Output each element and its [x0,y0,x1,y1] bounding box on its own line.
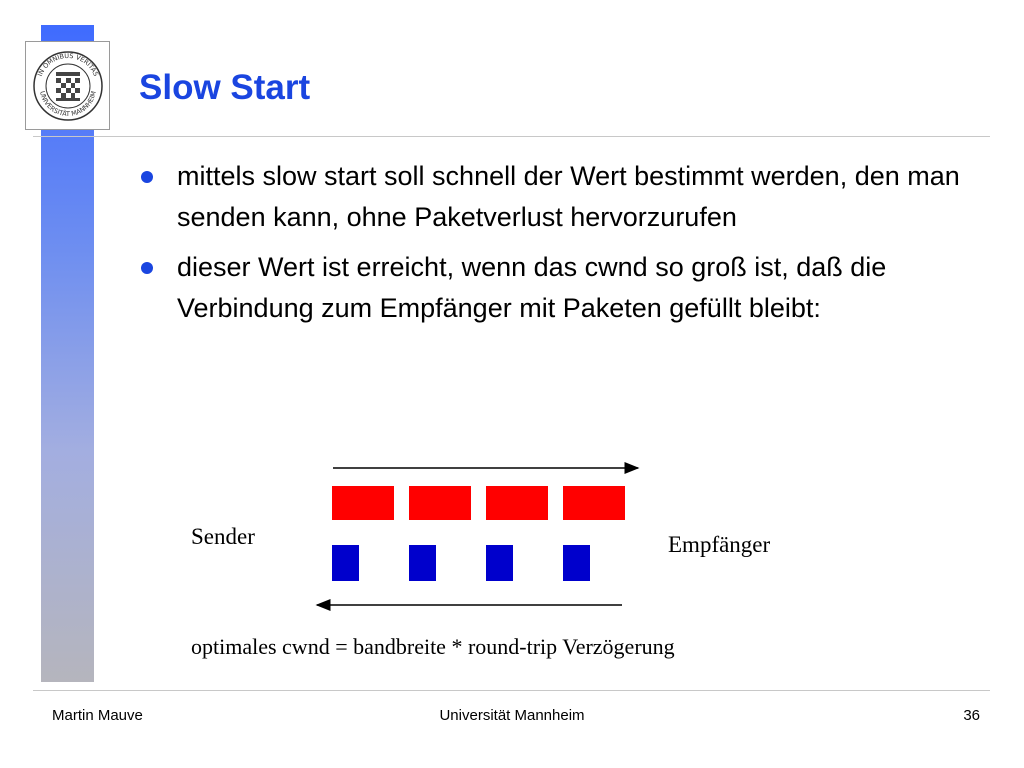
ack-packet [563,545,590,581]
data-packet [486,486,548,520]
cwnd-formula: optimales cwnd = bandbreite * round-trip Verzögerung [191,634,675,659]
data-packet [409,486,471,520]
footer-author: Martin Mauve [52,707,143,724]
bullet-text: dieser Wert ist erreicht, wenn das cwnd so groß ist, daß die Verbindung zum Empfänger mit Paketen gefüllt bleibt: [177,252,887,323]
bullet-list [139,156,969,338]
university-logo [25,41,110,130]
ack-packet [486,545,513,581]
title-divider [33,136,990,137]
data-packet [563,486,625,520]
data-packet [332,486,394,520]
ack-packet [409,545,436,581]
footer-page-number: 36 [963,707,980,724]
slide-title: Slow Start [139,68,311,107]
data-packets-group [332,486,625,520]
sender-label: Sender [191,524,255,549]
bullet-item [139,156,969,238]
bullet-dot-icon [141,262,153,274]
packet-flow-diagram [180,455,680,620]
ack-packet [332,545,359,581]
bullet-text: mittels slow start soll schnell der Wert bestimmt werden, den man senden kann, ohne Paketverlust hervorzurufen [177,161,960,232]
svg-text:UNIVERSITÄT MANNHEIM: UNIVERSITÄT MANNHEIM [38,90,98,119]
ack-packets-group [332,545,590,581]
footer-divider [33,690,990,691]
bullet-dot-icon [141,171,153,183]
svg-text:IN OMNIBUS VERITAS: IN OMNIBUS VERITAS [35,51,100,78]
receiver-label: Empfänger [668,532,771,557]
bullet-item [139,247,969,329]
footer-institution: Universität Mannheim [439,707,585,724]
